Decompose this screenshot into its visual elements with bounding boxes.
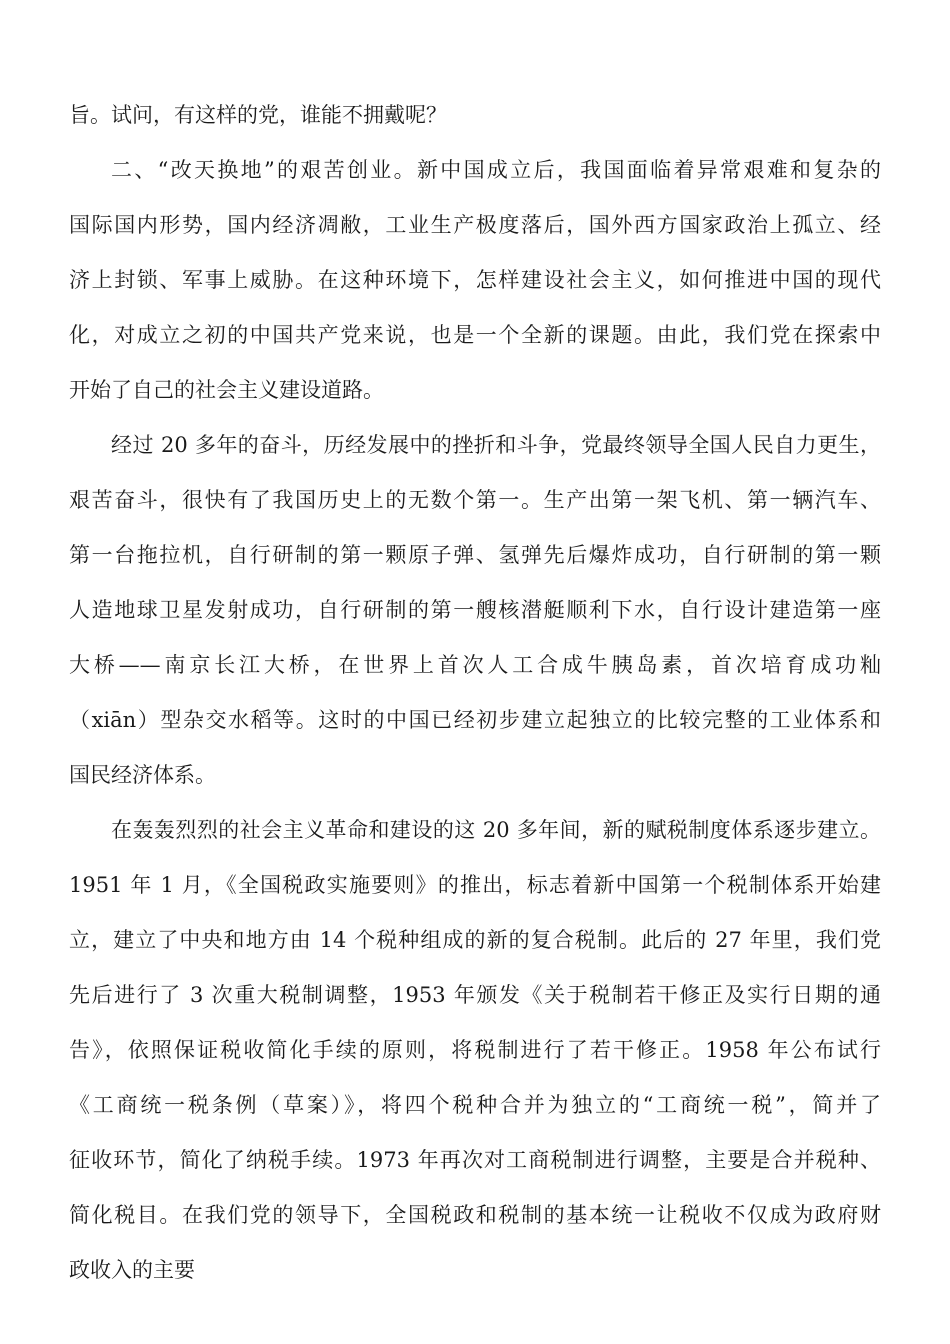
paragraph-first-line: 在轰轰烈烈的社会主义革命和建设的这 20 多年间，新的赋税制度体系逐步建立。 — [111, 818, 881, 842]
paragraph-first-line: 二、“改天换地”的艰苦创业。新中国成立后，我国面临着异常艰难和复杂的 — [111, 158, 881, 182]
text-line: 第一台拖拉机，自行研制的第一颗原子弹、氢弹先后爆炸成功，自行研制的第一颗 — [69, 543, 881, 567]
text-line: 人造地球卫星发射成功，自行研制的第一艘核潜艇顺利下水，自行设计建造第一座 — [69, 598, 881, 622]
document-body — [69, 88, 881, 1298]
text-line: 化，对成立之初的中国共产党来说，也是一个全新的课题。由此，我们党在探索中 — [69, 323, 881, 347]
text-line: 简化税目。在我们党的领导下，全国税政和税制的基本统一让税收不仅成为政府财 — [69, 1203, 881, 1227]
text-line: 开始了自己的社会主义建设道路。 — [69, 378, 384, 402]
text-line: 国际国内形势，国内经济凋敝，工业生产极度落后，国外西方国家政治上孤立、经 — [69, 213, 881, 237]
text-line: 艰苦奋斗，很快有了我国历史上的无数个第一。生产出第一架飞机、第一辆汽车、 — [69, 488, 881, 512]
text-line: 征收环节，简化了纳税手续。1973 年再次对工商税制进行调整，主要是合并税种、 — [69, 1148, 881, 1172]
text-line: 政收入的主要 — [69, 1258, 195, 1282]
text-line: 《工商统一税条例（草案）》，将四个税种合并为独立的“工商统一税”，简并了 — [69, 1093, 881, 1117]
text-line: 旨。试问，有这样的党，谁能不拥戴呢？ — [69, 103, 447, 127]
paragraph-first-line: 经过 20 多年的奋斗，历经发展中的挫折和斗争，党最终领导全国人民自力更生， — [111, 433, 881, 457]
text-line: 大桥——南京长江大桥，在世界上首次人工合成牛胰岛素，首次培育成功籼 — [69, 653, 881, 677]
text-line: 立，建立了中央和地方由 14 个税种组成的新的复合税制。此后的 27 年里，我们党 — [69, 928, 881, 952]
text-line: 告》，依照保证税收简化手续的原则，将税制进行了若干修正。1958 年公布试行 — [69, 1038, 881, 1062]
text-line: 1951 年 1 月，《全国税政实施要则》的推出，标志着新中国第一个税制体系开始建 — [69, 873, 881, 897]
text-line: 济上封锁、军事上威胁。在这种环境下，怎样建设社会主义，如何推进中国的现代 — [69, 268, 881, 292]
text-line: 国民经济体系。 — [69, 763, 216, 787]
text-line: （xiān）型杂交水稻等。这时的中国已经初步建立起独立的比较完整的工业体系和 — [69, 708, 881, 732]
text-line: 先后进行了 3 次重大税制调整，1953 年颁发《关于税制若干修正及实行日期的通 — [69, 983, 881, 1007]
